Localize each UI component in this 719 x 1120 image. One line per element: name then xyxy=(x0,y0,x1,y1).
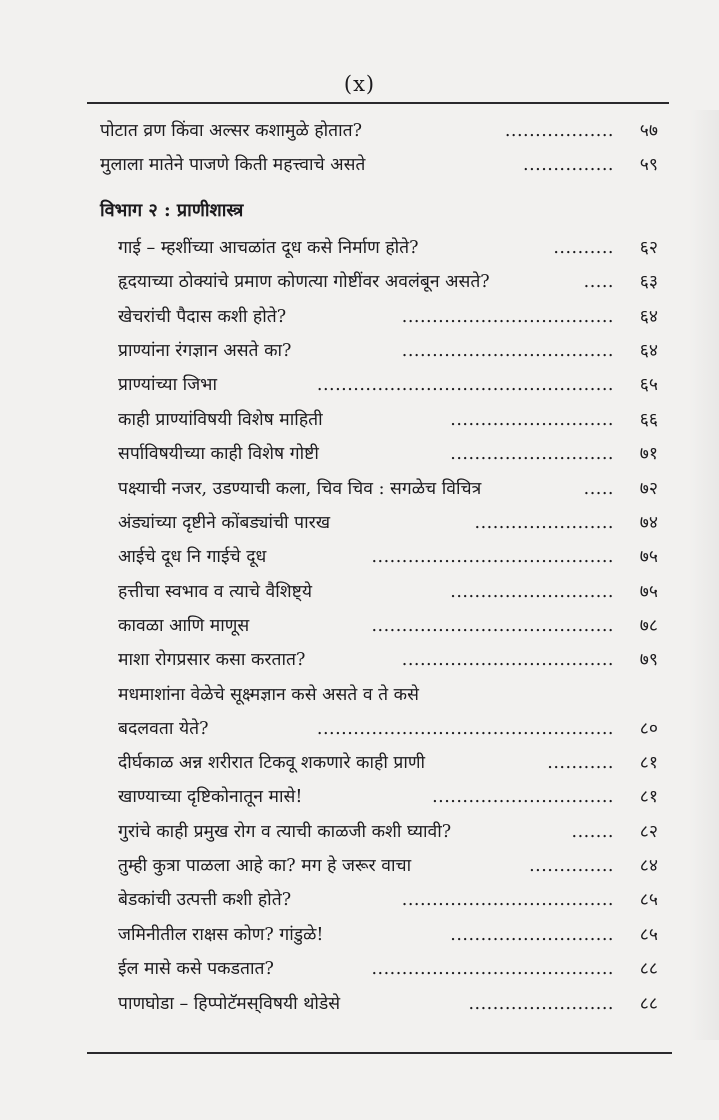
dot-leader: ................................... xyxy=(401,306,614,327)
toc-entry[interactable] xyxy=(100,231,672,265)
toc-entry-title: हत्तीचा स्वभाव व त्याचे वैशिष्ट्ये xyxy=(118,581,313,602)
toc-entry-page: ६२ xyxy=(639,237,658,258)
dot-leader: ........................... xyxy=(450,581,614,602)
toc-entry-title: तुम्ही कुत्रा पाळला आहे का? मग हे जरूर वाचा xyxy=(118,856,412,877)
dot-leader: .................. xyxy=(504,121,614,141)
dot-leader: ................................... xyxy=(401,340,614,361)
toc-entry[interactable] xyxy=(100,114,672,148)
dot-leader: ........................... xyxy=(450,444,614,465)
toc-entry[interactable] xyxy=(100,540,672,574)
toc-entry[interactable] xyxy=(100,368,672,402)
toc-entry-title: खाण्याच्या दृष्टिकोनातून मासे! xyxy=(118,787,303,808)
toc-entry[interactable] xyxy=(100,575,672,609)
toc-entry-title: अंड्यांच्या दृष्टीने कोंबड्यांची पारख xyxy=(118,512,331,533)
toc-entry-title-line1: मधमाशांना वेळेचे सूक्ष्मज्ञान कसे असते व ते कसे xyxy=(118,684,419,705)
toc-entry[interactable] xyxy=(100,472,672,506)
toc-entry-title: गाई – म्हशींच्या आचळांत दूध कसे निर्माण होते? xyxy=(118,237,419,258)
dot-leader: ........................................ xyxy=(371,547,614,568)
toc-entry-title: जमिनीतील राक्षस कोण? गांडुळे! xyxy=(118,924,324,945)
toc-entry-title: पोटात व्रण किंवा अल्सर कशामुळे होतात? xyxy=(100,121,363,141)
toc-entry-title-line2: बदलवता येते? xyxy=(118,718,209,739)
toc-entry[interactable] xyxy=(100,815,672,849)
section-heading: विभाग २ : प्राणीशास्त्र xyxy=(100,199,244,221)
toc-entry-title: मुलाला मातेने पाजणे किती महत्त्वाचे असते xyxy=(100,155,366,176)
toc-entry[interactable] xyxy=(100,437,672,471)
toc-entry[interactable] xyxy=(100,918,672,952)
dot-leader: ....... xyxy=(571,821,614,842)
toc-entry-title: आईचे दूध नि गाईचे दूध xyxy=(118,547,267,568)
page-number: (x) xyxy=(343,72,376,96)
toc-entry-page: ८१ xyxy=(639,787,658,808)
table-of-contents xyxy=(100,114,672,1021)
toc-entry-page: ८१ xyxy=(639,752,658,773)
toc-entry-page: ८८ xyxy=(639,993,658,1014)
toc-entry-page: ७५ xyxy=(639,547,658,568)
toc-entry-page: ५७ xyxy=(639,121,658,141)
dot-leader: ................................... xyxy=(401,890,614,911)
toc-entry-page: ६४ xyxy=(639,306,658,327)
dot-leader: ................................... xyxy=(401,650,614,671)
toc-entry-title: सर्पाविषयीच्या काही विशेष गोष्टी xyxy=(118,444,319,465)
toc-entry[interactable] xyxy=(100,883,672,917)
toc-entry-page: ७२ xyxy=(639,478,658,499)
toc-entry[interactable] xyxy=(100,403,672,437)
toc-entry-page: ८५ xyxy=(639,924,658,945)
toc-entry-page: ५९ xyxy=(639,155,658,176)
dot-leader: .............................. xyxy=(432,787,614,808)
toc-entry-page: ७१ xyxy=(639,444,658,465)
dot-leader: .............. xyxy=(529,856,614,877)
dot-leader: ........... xyxy=(547,752,614,773)
toc-entry-page: ८४ xyxy=(639,856,658,877)
toc-entry-title: प्राण्यांच्या जिभा xyxy=(118,375,218,396)
toc-entry-page: ७५ xyxy=(639,581,658,602)
toc-entry[interactable] xyxy=(100,300,672,334)
toc-entry-page: ७८ xyxy=(639,616,658,637)
toc-entry[interactable] xyxy=(100,506,672,540)
toc-entry-page: ६६ xyxy=(639,409,658,430)
toc-entry-title: प्राण्यांना रंगज्ञान असते का? xyxy=(118,340,292,361)
toc-entry-page: ६३ xyxy=(639,272,658,293)
toc-entry-page: ६५ xyxy=(639,375,658,396)
bottom-divider xyxy=(87,1052,672,1054)
toc-entry-title: गुरांचे काही प्रमुख रोग व त्याची काळजी कशी घ्यावी? xyxy=(118,821,452,842)
dot-leader: ........................... xyxy=(450,924,614,945)
dot-leader: ..... xyxy=(583,272,614,293)
dot-leader: .......... xyxy=(553,237,614,258)
dot-leader: ........................ xyxy=(468,993,614,1014)
paper-show-through xyxy=(689,110,719,1040)
toc-entry[interactable] xyxy=(100,987,672,1021)
toc-entry[interactable] xyxy=(100,780,672,814)
toc-entry-title: ईल मासे कसे पकडतात? xyxy=(118,959,274,980)
dot-leader: ............... xyxy=(523,155,614,176)
toc-entry-page: ८५ xyxy=(639,890,658,911)
toc-entry[interactable] xyxy=(100,265,672,299)
dot-leader: ....................... xyxy=(474,512,614,533)
toc-entry-page: ७९ xyxy=(639,650,658,671)
toc-entry-title: दीर्घकाळ अन्न शरीरात टिकवू शकणारे काही प्राणी xyxy=(118,752,426,773)
toc-entry-title: खेचरांची पैदास कशी होते? xyxy=(118,306,287,327)
toc-entry-page: ६४ xyxy=(639,340,658,361)
toc-entry-title: हृदयाच्या ठोक्यांचे प्रमाण कोणत्या गोष्टींवर अवलंबून असते? xyxy=(118,272,490,293)
dot-leader: ..... xyxy=(583,478,614,499)
dot-leader: ................................................. xyxy=(316,375,614,396)
toc-entry-page: ८२ xyxy=(639,821,658,842)
dot-leader: ........................... xyxy=(450,409,614,430)
toc-entry-page: ७४ xyxy=(639,512,658,533)
top-divider xyxy=(87,102,669,104)
dot-leader: ................................................. xyxy=(316,718,614,739)
dot-leader: ........................................ xyxy=(371,616,614,637)
toc-entry[interactable] xyxy=(100,643,672,677)
toc-entry-title: माशा रोगप्रसार कसा करतात? xyxy=(118,650,306,671)
toc-entry[interactable] xyxy=(100,849,672,883)
toc-entry[interactable] xyxy=(100,609,672,643)
toc-entry-title: काही प्राण्यांविषयी विशेष माहिती xyxy=(118,409,323,430)
toc-entry-title: पाणघोडा – हिप्पोटॅमस्‌विषयी थोडेसे xyxy=(118,993,341,1014)
toc-entry[interactable] xyxy=(100,334,672,368)
toc-entry[interactable] xyxy=(100,746,672,780)
toc-entry-title: कावळा आणि माणूस xyxy=(118,616,250,637)
toc-entry-title: पक्ष्याची नजर, उडण्याची कला, चिव चिव : सगळेच विचित्र xyxy=(118,478,482,499)
toc-entry-page: ८० xyxy=(639,718,658,739)
dot-leader: ........................................ xyxy=(371,959,614,980)
toc-entry-title: बेडकांची उत्पत्ती कशी होते? xyxy=(118,890,292,911)
toc-entry[interactable] xyxy=(100,952,672,986)
toc-entry-page: ८८ xyxy=(639,959,658,980)
toc-entry-multiline[interactable] xyxy=(100,678,672,746)
toc-entry[interactable] xyxy=(100,148,672,182)
